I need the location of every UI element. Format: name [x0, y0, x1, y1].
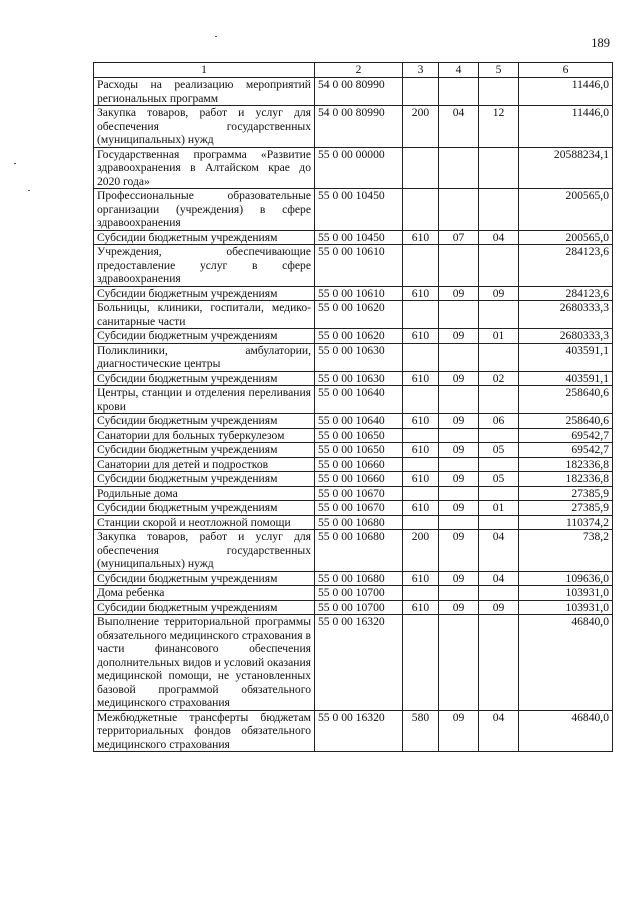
- row-subsection: [479, 189, 519, 231]
- row-code: 55 0 00 10660: [315, 472, 403, 487]
- row-section: 09: [439, 286, 479, 301]
- row-subsection: 04: [479, 571, 519, 586]
- row-code: 55 0 00 10670: [315, 486, 403, 501]
- row-code: 55 0 00 16320: [315, 615, 403, 711]
- row-expense-type: 610: [403, 329, 439, 344]
- row-name: Субсидии бюджетным учреждениям: [94, 443, 315, 458]
- row-code: 55 0 00 10680: [315, 571, 403, 586]
- row-amount: 200565,0: [519, 230, 613, 245]
- row-name: Межбюджетные трансферты бюджетам территориальных фондов обязательного медицинского страхования: [94, 710, 315, 752]
- table-row: [94, 106, 613, 148]
- row-expense-type: 610: [403, 230, 439, 245]
- row-section: 09: [439, 414, 479, 429]
- row-code: 55 0 00 10650: [315, 443, 403, 458]
- row-amount: 284123,6: [519, 286, 613, 301]
- row-subsection: 12: [479, 106, 519, 148]
- row-code: 55 0 00 10620: [315, 329, 403, 344]
- row-code: 54 0 00 80990: [315, 106, 403, 148]
- row-name: Закупка товаров, работ и услуг для обеспечения государственных (муниципальных) нужд: [94, 106, 315, 148]
- row-expense-type: 200: [403, 530, 439, 572]
- row-expense-type: 610: [403, 472, 439, 487]
- column-number: 2: [315, 63, 403, 78]
- row-code: 55 0 00 10650: [315, 428, 403, 443]
- row-expense-type: [403, 486, 439, 501]
- scan-speck: [215, 36, 217, 37]
- row-name: Закупка товаров, работ и услуг для обеспечения государственных (муниципальных) нужд: [94, 530, 315, 572]
- row-code: 55 0 00 10680: [315, 530, 403, 572]
- row-name: Санатории для детей и подростков: [94, 457, 315, 472]
- row-section: 09: [439, 371, 479, 386]
- row-amount: 200565,0: [519, 189, 613, 231]
- row-code: 55 0 00 10630: [315, 371, 403, 386]
- row-code: 55 0 00 10670: [315, 501, 403, 516]
- row-section: 04: [439, 106, 479, 148]
- table-row: [94, 78, 613, 106]
- table-row: [94, 501, 613, 516]
- row-code: 55 0 00 10680: [315, 515, 403, 530]
- row-subsection: [479, 147, 519, 189]
- row-name: Больницы, клиники, госпитали, медико-санитарные части: [94, 301, 315, 329]
- row-name: Субсидии бюджетным учреждениям: [94, 286, 315, 301]
- row-amount: 403591,1: [519, 371, 613, 386]
- row-subsection: 04: [479, 710, 519, 752]
- column-number: 5: [479, 63, 519, 78]
- row-section: 09: [439, 710, 479, 752]
- row-section: 09: [439, 329, 479, 344]
- table-row: [94, 301, 613, 329]
- row-code: 55 0 00 00000: [315, 147, 403, 189]
- row-expense-type: 610: [403, 414, 439, 429]
- row-expense-type: [403, 515, 439, 530]
- row-subsection: [479, 486, 519, 501]
- row-subsection: [479, 78, 519, 106]
- column-number: 4: [439, 63, 479, 78]
- column-number: 3: [403, 63, 439, 78]
- row-subsection: [479, 245, 519, 287]
- row-section: 09: [439, 530, 479, 572]
- row-expense-type: [403, 147, 439, 189]
- row-code: 55 0 00 10660: [315, 457, 403, 472]
- row-code: 55 0 00 10630: [315, 343, 403, 371]
- row-name: Субсидии бюджетным учреждениям: [94, 472, 315, 487]
- table-row: [94, 343, 613, 371]
- table-row: [94, 530, 613, 572]
- row-amount: 258640,6: [519, 414, 613, 429]
- row-name: Дома ребенка: [94, 586, 315, 601]
- row-name: Расходы на реализацию мероприятий региональных программ: [94, 78, 315, 106]
- row-expense-type: [403, 189, 439, 231]
- row-amount: 27385,9: [519, 501, 613, 516]
- row-name: Станции скорой и неотложной помощи: [94, 515, 315, 530]
- row-subsection: [479, 615, 519, 711]
- row-section: 09: [439, 443, 479, 458]
- row-expense-type: [403, 586, 439, 601]
- row-code: 55 0 00 10610: [315, 286, 403, 301]
- row-subsection: 01: [479, 501, 519, 516]
- table-row: [94, 230, 613, 245]
- row-section: [439, 428, 479, 443]
- row-code: 54 0 00 80990: [315, 78, 403, 106]
- budget-table: [93, 62, 613, 752]
- row-section: [439, 189, 479, 231]
- row-section: [439, 147, 479, 189]
- row-name: Субсидии бюджетным учреждениям: [94, 571, 315, 586]
- row-expense-type: 610: [403, 501, 439, 516]
- row-expense-type: 580: [403, 710, 439, 752]
- row-name: Профессиональные образовательные организации (учреждения) в сфере здравоохранения: [94, 189, 315, 231]
- table-row: [94, 371, 613, 386]
- row-section: [439, 386, 479, 414]
- row-name: Санатории для больных туберкулезом: [94, 428, 315, 443]
- table-row: [94, 486, 613, 501]
- table-row: [94, 600, 613, 615]
- row-amount: 46840,0: [519, 615, 613, 711]
- row-name: Поликлиники, амбулатории, диагностические центры: [94, 343, 315, 371]
- table-row: [94, 414, 613, 429]
- row-name: Субсидии бюджетным учреждениям: [94, 414, 315, 429]
- row-section: [439, 343, 479, 371]
- row-amount: 103931,0: [519, 600, 613, 615]
- row-subsection: [479, 457, 519, 472]
- row-amount: 738,2: [519, 530, 613, 572]
- column-number-row: [94, 63, 613, 78]
- row-code: 55 0 00 10620: [315, 301, 403, 329]
- row-amount: 2680333,3: [519, 301, 613, 329]
- table-row: [94, 515, 613, 530]
- row-section: [439, 586, 479, 601]
- row-subsection: 09: [479, 286, 519, 301]
- row-expense-type: [403, 343, 439, 371]
- row-amount: 69542,7: [519, 443, 613, 458]
- row-amount: 109636,0: [519, 571, 613, 586]
- row-subsection: 09: [479, 600, 519, 615]
- row-name: Родильные дома: [94, 486, 315, 501]
- row-code: 55 0 00 16320: [315, 710, 403, 752]
- row-subsection: 04: [479, 530, 519, 572]
- row-expense-type: [403, 615, 439, 711]
- row-expense-type: [403, 78, 439, 106]
- row-section: 09: [439, 600, 479, 615]
- row-amount: 69542,7: [519, 428, 613, 443]
- row-section: [439, 515, 479, 530]
- row-amount: 11446,0: [519, 78, 613, 106]
- row-code: 55 0 00 10640: [315, 386, 403, 414]
- row-subsection: 01: [479, 329, 519, 344]
- row-expense-type: [403, 245, 439, 287]
- row-section: 09: [439, 472, 479, 487]
- row-name: Субсидии бюджетным учреждениям: [94, 329, 315, 344]
- row-name: Учреждения, обеспечивающие предоставление услуг в сфере здравоохранения: [94, 245, 315, 287]
- row-expense-type: 610: [403, 571, 439, 586]
- table-row: [94, 428, 613, 443]
- row-section: 09: [439, 501, 479, 516]
- row-amount: 182336,8: [519, 472, 613, 487]
- row-subsection: [479, 428, 519, 443]
- row-amount: 403591,1: [519, 343, 613, 371]
- row-code: 55 0 00 10700: [315, 586, 403, 601]
- scan-speck: [28, 190, 30, 191]
- table-row: [94, 586, 613, 601]
- row-subsection: 06: [479, 414, 519, 429]
- row-section: [439, 615, 479, 711]
- row-expense-type: [403, 301, 439, 329]
- row-name: Субсидии бюджетным учреждениям: [94, 371, 315, 386]
- row-name: Субсидии бюджетным учреждениям: [94, 501, 315, 516]
- row-expense-type: [403, 386, 439, 414]
- table-row: [94, 245, 613, 287]
- scan-speck: [14, 163, 16, 164]
- row-subsection: [479, 343, 519, 371]
- row-amount: 258640,6: [519, 386, 613, 414]
- row-amount: 284123,6: [519, 245, 613, 287]
- table-row: [94, 386, 613, 414]
- row-subsection: [479, 386, 519, 414]
- row-name: Центры, станции и отделения переливания крови: [94, 386, 315, 414]
- row-amount: 110374,2: [519, 515, 613, 530]
- row-section: [439, 486, 479, 501]
- table-row: [94, 472, 613, 487]
- row-subsection: 04: [479, 230, 519, 245]
- row-subsection: 05: [479, 443, 519, 458]
- row-subsection: [479, 301, 519, 329]
- row-code: 55 0 00 10640: [315, 414, 403, 429]
- row-amount: 27385,9: [519, 486, 613, 501]
- row-name: Государственная программа «Развитие здравоохранения в Алтайском крае до 2020 года»: [94, 147, 315, 189]
- table-row: [94, 571, 613, 586]
- column-number: 1: [94, 63, 315, 78]
- row-subsection: 05: [479, 472, 519, 487]
- row-name: Выполнение территориальной программы обязательного медицинского страхования в части финансового обеспечения дополнительных видов и условий оказания медицинской помощи, не установленных базовой программой обязательного медицинского страхования: [94, 615, 315, 711]
- row-amount: 11446,0: [519, 106, 613, 148]
- row-code: 55 0 00 10450: [315, 230, 403, 245]
- table-row: [94, 457, 613, 472]
- row-section: [439, 78, 479, 106]
- row-section: [439, 301, 479, 329]
- row-subsection: [479, 515, 519, 530]
- row-amount: 2680333,3: [519, 329, 613, 344]
- column-number: 6: [519, 63, 613, 78]
- row-code: 55 0 00 10450: [315, 189, 403, 231]
- row-section: [439, 245, 479, 287]
- row-expense-type: [403, 428, 439, 443]
- table-row: [94, 147, 613, 189]
- row-expense-type: 610: [403, 600, 439, 615]
- row-amount: 46840,0: [519, 710, 613, 752]
- row-section: 09: [439, 571, 479, 586]
- table-row: [94, 329, 613, 344]
- row-expense-type: 610: [403, 286, 439, 301]
- row-subsection: 02: [479, 371, 519, 386]
- page-number: 189: [591, 36, 610, 50]
- row-amount: 103931,0: [519, 586, 613, 601]
- table-row: [94, 443, 613, 458]
- row-subsection: [479, 586, 519, 601]
- row-amount: 20588234,1: [519, 147, 613, 189]
- row-code: 55 0 00 10700: [315, 600, 403, 615]
- row-expense-type: 610: [403, 443, 439, 458]
- row-code: 55 0 00 10610: [315, 245, 403, 287]
- table-row: [94, 189, 613, 231]
- row-expense-type: 610: [403, 371, 439, 386]
- row-name: Субсидии бюджетным учреждениям: [94, 230, 315, 245]
- budget-table-body: [94, 63, 613, 752]
- table-row: [94, 710, 613, 752]
- table-row: [94, 615, 613, 711]
- row-section: [439, 457, 479, 472]
- row-expense-type: 200: [403, 106, 439, 148]
- row-expense-type: [403, 457, 439, 472]
- table-row: [94, 286, 613, 301]
- row-name: Субсидии бюджетным учреждениям: [94, 600, 315, 615]
- row-section: 07: [439, 230, 479, 245]
- row-amount: 182336,8: [519, 457, 613, 472]
